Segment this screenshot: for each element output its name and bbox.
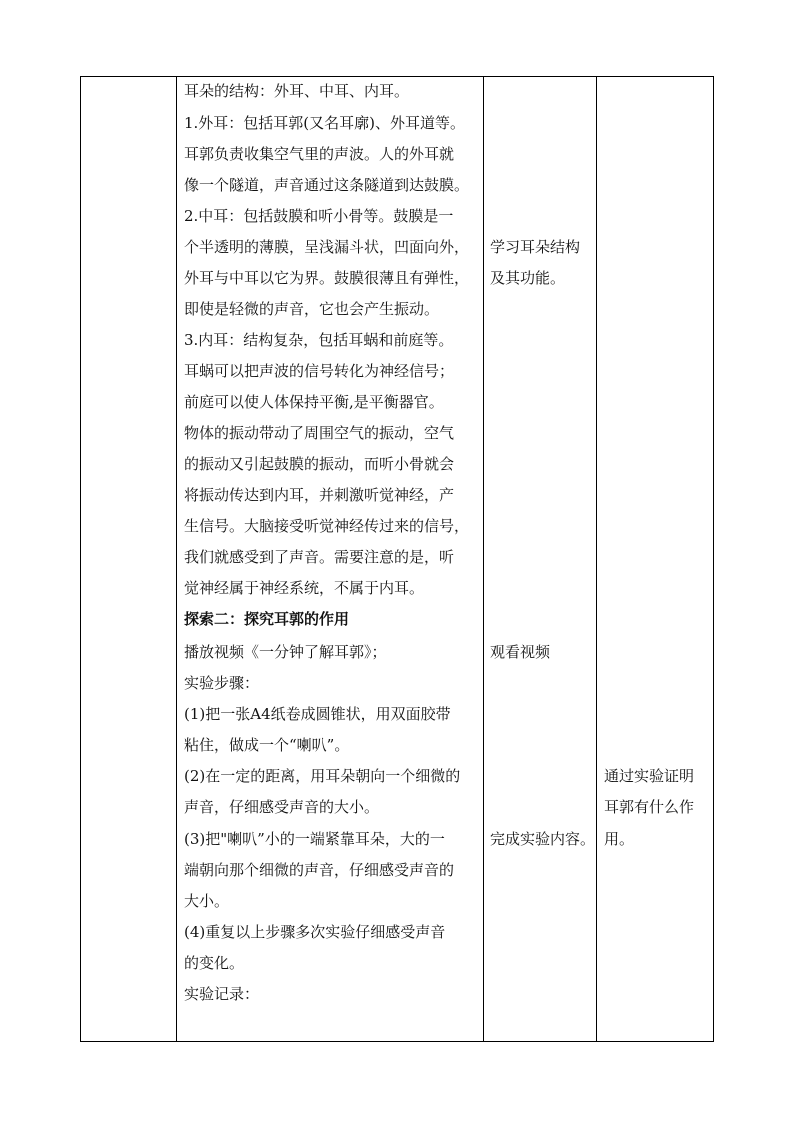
col2-line: (1)把一张A4纸卷成圆锥状，用双面胶带 <box>184 705 451 723</box>
col2-line: 粘住，做成一个“喇叭”。 <box>184 736 350 754</box>
col2-line: 2.中耳：包括鼓膜和听小骨等。鼓膜是一 <box>184 207 454 225</box>
col2-line: 觉神经属于神经系统，不属于内耳。 <box>184 579 425 597</box>
col2-line: 声音，仔细感受声音的大小。 <box>184 798 380 816</box>
col2-line: 物体的振动带动了周围空气的振动，空气 <box>184 424 455 442</box>
col4-line: 通过实验证明 <box>604 767 695 785</box>
col2-line: 我们就感受到了声音。需要注意的是，听 <box>184 548 455 566</box>
column-divider <box>176 77 177 1041</box>
col2-line: 端朝向那个细微的声音，仔细感受声音的 <box>184 861 455 879</box>
col2-line: 大小。 <box>184 892 230 910</box>
col2-line: 实验步骤： <box>184 674 260 692</box>
col2-line: (3)把"喇叭”小的一端紧靠耳朵，大的一 <box>184 830 445 848</box>
col2-line: 将振动传达到内耳，并刺激听觉神经，产 <box>184 486 455 504</box>
col3-line: 观看视频 <box>490 643 551 661</box>
col2-line: 探索二：探究耳郭的作用 <box>184 610 350 628</box>
col2-line: 的变化。 <box>184 954 245 972</box>
col2-line: 个半透明的薄膜，呈浅漏斗状，凹面向外， <box>184 238 470 256</box>
col4-line: 耳郭有什么作 <box>604 798 695 816</box>
col3-line: 完成实验内容。 <box>490 830 596 848</box>
col2-line: 耳朵的结构：外耳、中耳、内耳。 <box>184 82 410 100</box>
col2-line: 外耳与中耳以它为界。鼓膜很薄且有弹性， <box>184 269 470 287</box>
column-divider <box>596 77 597 1041</box>
column-divider <box>483 77 484 1041</box>
col2-line: 播放视频《一分钟了解耳郭》； <box>184 643 387 661</box>
col2-line: 耳蜗可以把声波的信号转化为神经信号； <box>184 362 455 380</box>
col2-line: (4)重复以上步骤多次实验仔细感受声音 <box>184 923 446 941</box>
col4-line: 用。 <box>604 830 635 848</box>
col3-line: 学习耳朵结构 <box>490 238 581 256</box>
col2-line: 的振动又引起鼓膜的振动，而听小骨就会 <box>184 455 455 473</box>
col2-line: 实验记录： <box>184 985 260 1003</box>
col2-line: 3.内耳：结构复杂，包括耳蜗和前庭等。 <box>184 331 454 349</box>
col2-line: 耳郭负责收集空气里的声波。人的外耳就 <box>184 145 455 163</box>
col2-line: 1.外耳：包括耳郭(又名耳廓)、外耳道等。 <box>184 114 466 132</box>
col2-line: 即使是轻微的声音，它也会产生振动。 <box>184 300 440 318</box>
col2-line: (2)在一定的距离，用耳朵朝向一个细微的 <box>184 767 461 785</box>
col2-line: 前庭可以使人体保持平衡,是平衡器官。 <box>184 393 444 411</box>
col2-line: 生信号。大脑接受听觉神经传过来的信号， <box>184 517 470 535</box>
col3-line: 及其功能。 <box>490 269 566 287</box>
col2-line: 像一个隧道，声音通过这条隧道到达鼓膜。 <box>184 176 470 194</box>
lesson-plan-table <box>80 76 714 1042</box>
